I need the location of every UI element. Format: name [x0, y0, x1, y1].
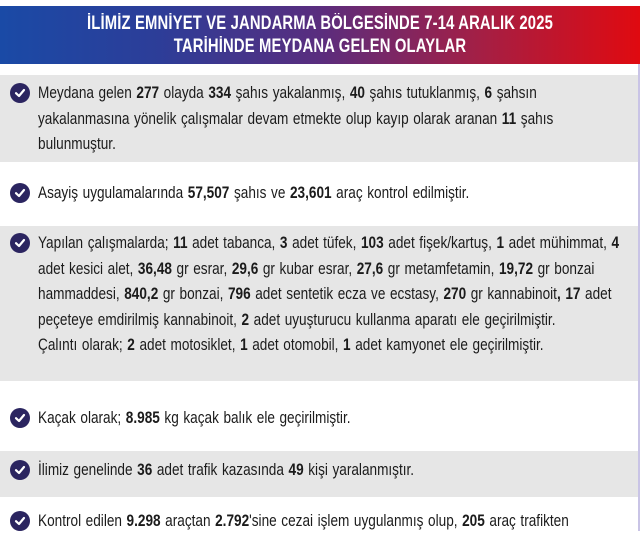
text-segment: şahıs yakalanmış, [231, 83, 350, 102]
text-segment: Yapılan çalışmalarda; [38, 233, 174, 252]
text-segment: Çalıntı olarak; [38, 335, 128, 354]
item-fish [0, 381, 638, 451]
check-circle-icon [10, 408, 30, 428]
stat-value: 4 [611, 233, 620, 252]
text-segment: Kaçak olarak; [38, 408, 126, 427]
title-line-2: TARİHİNDE MEYDANA GELEN OLAYLAR [173, 36, 467, 57]
check-circle-icon [10, 83, 30, 103]
text-segment: olayda [159, 83, 209, 102]
text-segment: adet trafik kazasında [152, 460, 289, 479]
text-segment: kişi yaralanmıştır. [303, 460, 415, 479]
stat-value: 334 [208, 83, 232, 102]
check-circle-icon [10, 183, 30, 203]
stat-value: 11 [173, 233, 188, 252]
title-line-1: İLİMİZ EMNİYET VE JANDARMA BÖLGESİNDE 7-14 ARALIK 2025 [86, 13, 554, 34]
text-segment: gr bonzai hammaddesi, [38, 258, 595, 303]
text-segment: Kontrol edilen [38, 511, 127, 530]
text-segment: adet tabanca, [187, 233, 280, 252]
check-circle-icon [10, 511, 30, 531]
item-text [38, 508, 622, 534]
check-circle-icon [10, 460, 30, 480]
text-segment: gr kubar esrar, [258, 258, 357, 278]
stat-value: 9.298 [126, 511, 161, 530]
text-segment: Meydana gelen [38, 83, 137, 102]
stat-value: 840,2 [124, 284, 159, 303]
text-segment: gr esrar, [171, 258, 232, 278]
stat-value: 57,507 [187, 183, 230, 202]
stat-value: 6 [484, 83, 493, 102]
stat-value: 277 [136, 83, 160, 102]
text-segment: adet sentetik ecza ve ecstasy, [250, 284, 444, 303]
stat-value: 2 [127, 335, 135, 354]
text-segment: adet tüfek, [287, 233, 361, 252]
stat-value: 8.985 [125, 408, 160, 427]
item-text [38, 80, 622, 157]
stat-value: 205 [462, 511, 485, 530]
stat-value: 1 [240, 335, 248, 354]
stat-value: 270 [443, 284, 467, 303]
stat-value: 103 [360, 233, 384, 252]
text-segment: gr metamfetamin, [383, 258, 499, 278]
text-segment: araç kontrol edilmiştir. [331, 183, 470, 202]
text-segment: kg kaçak balık ele geçirilmiştir. [159, 408, 351, 427]
text-segment: şahsın yakalanmasına yönelik çalışmalar devam etmekte olup kayıp olarak aranan [38, 83, 537, 128]
stat-value: 27,6 [356, 258, 384, 278]
check-circle-icon [10, 233, 30, 253]
text-segment: 'sine cezai işlem uygulanmış olup, [249, 511, 463, 530]
text-segment: adet kesici alet, [38, 258, 138, 278]
text-segment: İlimiz genelinde [38, 460, 138, 479]
item-traffic-accidents [0, 451, 638, 497]
item-text [38, 457, 622, 483]
item-arrests [0, 75, 638, 162]
stat-value: 49 [288, 460, 304, 479]
stat-value: , 17 [556, 284, 581, 303]
stat-value: 2.792 [215, 511, 250, 530]
stat-value: 2 [241, 309, 250, 329]
header-banner [0, 6, 640, 64]
item-vehicle-controls [0, 497, 638, 531]
stat-value: 796 [227, 284, 251, 303]
text-segment: adet peçeteye emdirilmiş kannabinoit, [38, 284, 612, 329]
text-segment: Asayiş uygulamalarında [38, 183, 188, 202]
item-seizures [0, 226, 638, 381]
text-segment: şahıs bulunmuştur. [38, 108, 554, 153]
text-segment: adet mühimmat, [504, 233, 612, 252]
text-segment: adet otomobil, [247, 335, 344, 354]
item-text-stolen [38, 332, 622, 358]
item-text [38, 230, 622, 332]
item-text [38, 180, 622, 206]
text-segment: şahıs tutuklanmış, [364, 83, 485, 102]
text-segment: adet uyuşturucu kullanma aparatı ele geçirilmiştir. [249, 309, 556, 329]
stat-value: 36,48 [137, 258, 172, 278]
text-segment: araçtan [160, 511, 216, 530]
stat-value: 1 [343, 335, 351, 354]
stat-value: 29,6 [231, 258, 259, 278]
text-segment: adet fişek/kartuş, [383, 233, 497, 252]
text-segment: gr kannabinoit [466, 284, 557, 303]
stat-value: 40 [349, 83, 365, 102]
stat-value: 1 [496, 233, 505, 252]
text-segment: araç trafikten [484, 511, 569, 530]
item-text [38, 405, 622, 431]
stat-value: 36 [137, 460, 153, 479]
text-segment: adet kamyonet ele geçirilmiştir. [350, 335, 544, 354]
text-segment: adet motosiklet, [134, 335, 241, 354]
text-segment: gr bonzai, [158, 284, 228, 303]
item-checks [0, 162, 638, 226]
stat-value: 23,601 [289, 183, 332, 202]
stat-value: 19,72 [498, 258, 534, 278]
text-segment: şahıs ve [229, 183, 290, 202]
stat-value: 3 [279, 233, 288, 252]
stat-value: 11 [501, 108, 517, 128]
